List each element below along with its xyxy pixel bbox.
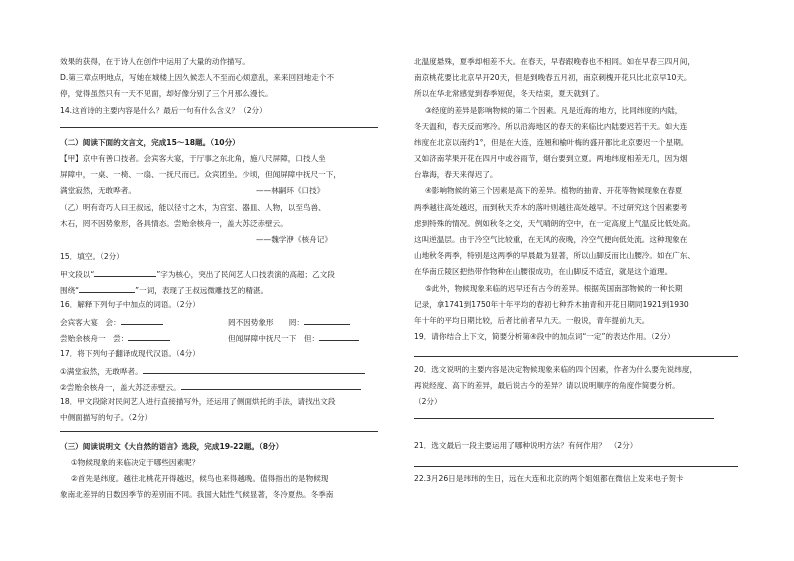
answer-line: [414, 356, 738, 357]
answer-line: [414, 418, 714, 419]
passage-c-line: ⑤此外，物候现象来临的迟早还有古今的差异。根据英国南部物候的一种长期: [425, 284, 683, 293]
section-2-heading: （二）阅读下面的文言文，完成15～18题。（10分）: [60, 138, 240, 147]
question-17: 17．将下列句子翻译成现代汉语。（4分）: [60, 349, 200, 358]
passage-a-line: 满堂寂然，无敢哗者。: [60, 186, 136, 195]
passage-c-line: 象南北差异的日数因季节的差别而不同。我国大陆性气候显著，冬冷夏热。冬季南: [60, 490, 334, 499]
passage-b-source: ——魏学洢《核舟记》: [256, 235, 332, 244]
question-15-blank-2: 围绕“ ”一词，表现了王叔远微雕技艺的精湛。: [60, 286, 269, 295]
question-14: 14.这首诗的主要内容是什么？最后一句有什么含义？（2分）: [60, 106, 267, 115]
passage-c-line: 又如济南苹果开花在四月中或谷雨节，烟台要到立夏。两地纬度相差无几，因为烟: [414, 154, 688, 163]
passage-c-line: 纬度在北京以南约1°，但是在大连，连翘和榆叶梅的盛开都比北京要迟一个星期。: [414, 138, 689, 147]
passage-c-line: 所以在华北常感觉到春季短促，冬天结束，夏天就到了。: [414, 89, 604, 98]
passage-c-line: 两季越往高处越迟，而到秋天乔木的落叶则越往高处越早。不过研究这个因素要考: [414, 203, 688, 212]
text-line: 停，觉得虽然只有一天不见面，却好像分别了三个月那么漫长。: [60, 89, 273, 98]
passage-c-line: 台靠海，春天来得迟了。: [414, 170, 498, 179]
passage-c-line: ③经度的差异是影响物候的第二个因素。凡是近海的地方，比同纬度的内陆，: [425, 106, 683, 115]
answer-line: [60, 127, 378, 128]
question-16-item-2: 罔不因势象形 罔：: [228, 316, 350, 326]
passage-c-line: 南京桃花要比北京早开20天，但是到晚春五月初，南京刺槐开花只比北京早10天。: [414, 73, 692, 82]
question-17-item-1: ①满堂寂然，无敢哗者。: [60, 365, 365, 375]
passage-c-line: ①物候现象的来临决定于哪些因素呢？: [71, 458, 200, 467]
question-15: 15．填空。（2分）: [60, 252, 124, 261]
question-17-item-2: ②尝贻余核舟一，盖大苏泛赤壁云。: [60, 381, 361, 391]
passage-c-line: 年十年的平均日期比较，后者比前者早九天。一般说，青年提前九天。: [414, 316, 650, 325]
passage-a-source: ——林嗣环《口技》: [256, 186, 325, 195]
passage-c-line: 山地秋冬两季，特别是这两季的早晨最为显著，所以山脚反而比山腰冷。如在广东、: [414, 251, 695, 260]
question-15-blank-1: 甲文段以“ ”字为核心，突出了民间艺人口技表演的高超；乙文段: [60, 270, 335, 279]
passage-a-line: 屏障中，一桌、一椅、一扇、一抚尺而已。众宾团坐。少顷，但闻屏障中抚尺一下，: [60, 170, 341, 179]
question-19: 19．请你结合上下文，简要分析第④段中的加点词“一定”的表达作用。（2分）: [414, 332, 675, 341]
question-21: 21．选文最后一段主要运用了哪种说明方法？有何作用？ （2分）: [414, 441, 638, 450]
text-line: D.第三章点明地点，写她在城楼上因久候恋人不至而心烦意乱，来来回回地走个不: [60, 73, 335, 82]
passage-c-line: 记录，拿1741到1750年十年平均的春初七种乔木抽青和开花日期同1921到1930: [414, 300, 689, 309]
passage-c-line: ②首先是纬度。越往北桃花开得越迟，候鸟也来得越晚。值得指出的是物候现: [71, 474, 329, 483]
passage-c-line: 冬天温和，春天反而寒冷。所以沿海地区的春天的来临比内陆要迟若干天。如大连: [414, 122, 688, 131]
passage-c-line: 这叫逆温层。由于冷空气比较重，在无风的夜晚，冷空气便向低处流。这种现象在: [414, 235, 688, 244]
question-16-item-3: 尝贻余核舟一 尝：: [60, 332, 170, 342]
passage-c-line: 在华南丘陵区把热带作物种在山腰很成功，在山脚反不适宜，就是这个道理。: [414, 267, 673, 276]
passage-c-line: 虑到特殊的情况。例如秋冬之交，天气晴朗的空中，在一定高度上气温反比低处高。: [414, 219, 695, 228]
section-3-heading: （三）阅读说明文《大自然的语言》选段，完成19-22题。（8分）: [60, 442, 284, 451]
question-22: 22.3月26日是玮玮的生日，远在大连和北京的两个姐姐都在微信上发来电子贺卡: [414, 474, 684, 483]
answer-line: [60, 431, 378, 432]
question-16-item-1: 会宾客大宴 会：: [60, 316, 163, 326]
passage-b-line: （乙）明有奇巧人曰王叔远，能以径寸之木，为宫室、器皿、人物，以至鸟兽、: [60, 203, 326, 212]
question-20-points: （2分）: [414, 397, 442, 406]
passage-c-line: 北温度悬殊，夏季却相差不大。在春天，早春跟晚春也不相同。如在早春三四月间，: [414, 57, 695, 66]
passage-b-line: 木石，罔不因势象形，各具情态。尝贻余核舟一，盖大苏泛赤壁云。: [60, 219, 288, 228]
question-16: 16．解释下列句子中加点的词语。（2分）: [60, 300, 200, 309]
answer-line: [414, 466, 738, 467]
passage-a-line: 【甲】京中有善口技者。会宾客大宴，于厅事之东北角，施八尺屏障，口技人坐: [60, 154, 326, 163]
text-line: 效果的获得，在于诗人在创作中运用了大量的动作描写。: [60, 57, 250, 66]
passage-c-line: ④影响物候的第三个因素是高下的差异。植物的抽青、开花等物候现象在春夏: [425, 186, 683, 195]
question-16-item-4: 但闻屏障中抚尺一下 但：: [228, 332, 359, 342]
question-20: 20．选文说明的主要内容是决定物候现象来临的四个因素，作者为什么要先说纬度，: [414, 365, 698, 374]
question-18-cont: 中侧面描写的句子。（2分）: [60, 413, 153, 422]
question-18: 18．甲文段除对民间艺人进行直接描写外，还运用了侧面烘托的手法，请找出文段: [60, 397, 336, 406]
question-20-cont: 再说经度、高下的差异，最后说古今的差异？请以说明顺序的角度作简要分析。: [414, 381, 680, 390]
